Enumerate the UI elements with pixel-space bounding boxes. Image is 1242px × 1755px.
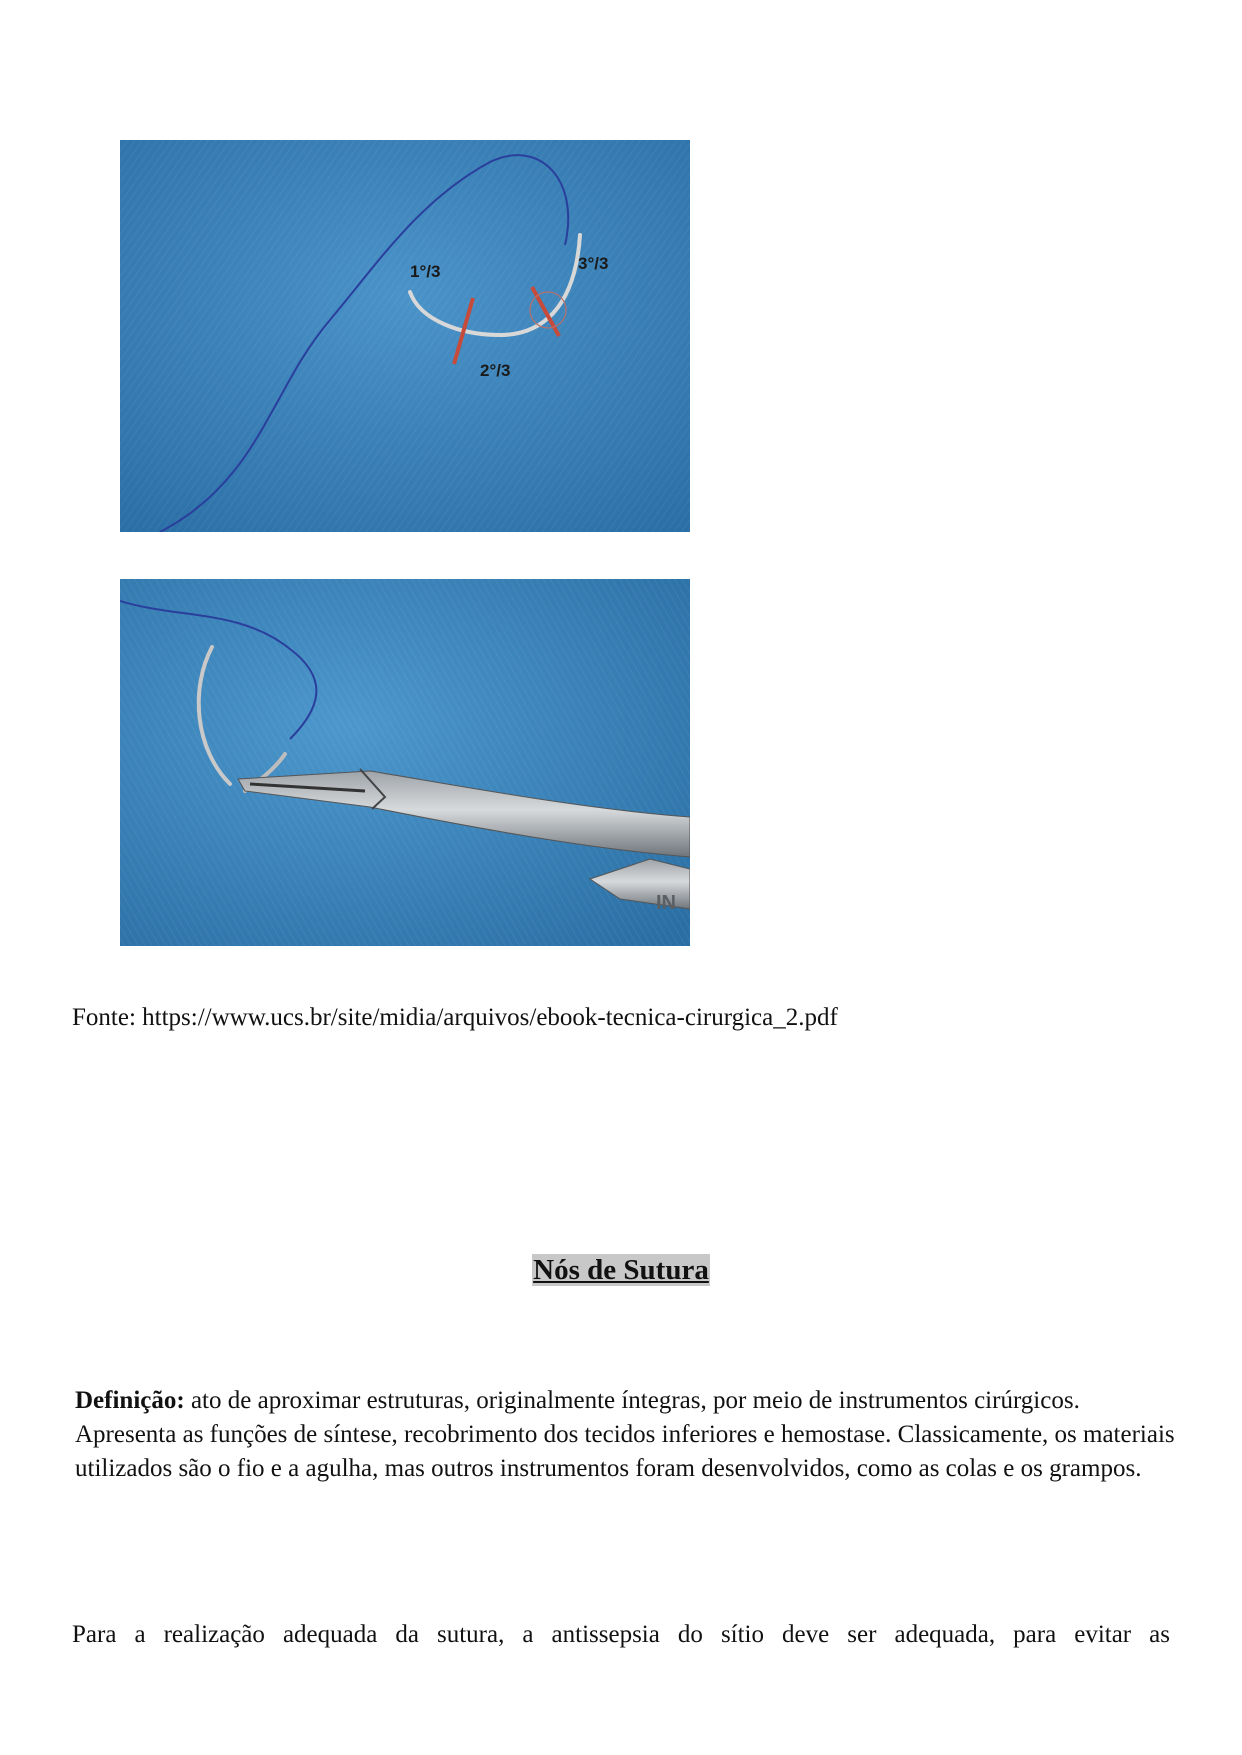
section-heading-text: Nós de Sutura <box>533 1254 709 1286</box>
body-paragraph: Para a realização adequada da sutura, a antissepsia do sítio deve ser adequada, para evitar as <box>72 1621 1170 1648</box>
figure-source-caption: Fonte: https://www.ucs.br/site/midia/arquivos/ebook-tecnica-cirurgica_2.pdf <box>72 1004 838 1031</box>
section-heading <box>0 1254 1242 1287</box>
definition-text: ato de aproximar estruturas, originalmente íntegras, por meio de instrumentos cirúrgicos. Apresenta as funções de síntese, recobrimento dos tecidos inferiores e hemostase. Classicamente, os materiais utilizados são o fio e a agulha, mas outros instrumentos foram desenvolvidos, como as colas e os grampos. <box>75 1387 1175 1482</box>
definition-term: Definição: <box>75 1387 185 1414</box>
needle-label-second-third: 2°/3 <box>480 361 511 380</box>
needle-holder-photo <box>120 579 690 946</box>
needle-label-third-third: 3°/3 <box>578 254 609 273</box>
suture-needle-thirds-photo <box>120 140 690 532</box>
instrument-imprint: IN <box>656 892 676 914</box>
definition-paragraph <box>75 1384 1175 1486</box>
needle-label-first-third: 1°/3 <box>410 262 441 281</box>
